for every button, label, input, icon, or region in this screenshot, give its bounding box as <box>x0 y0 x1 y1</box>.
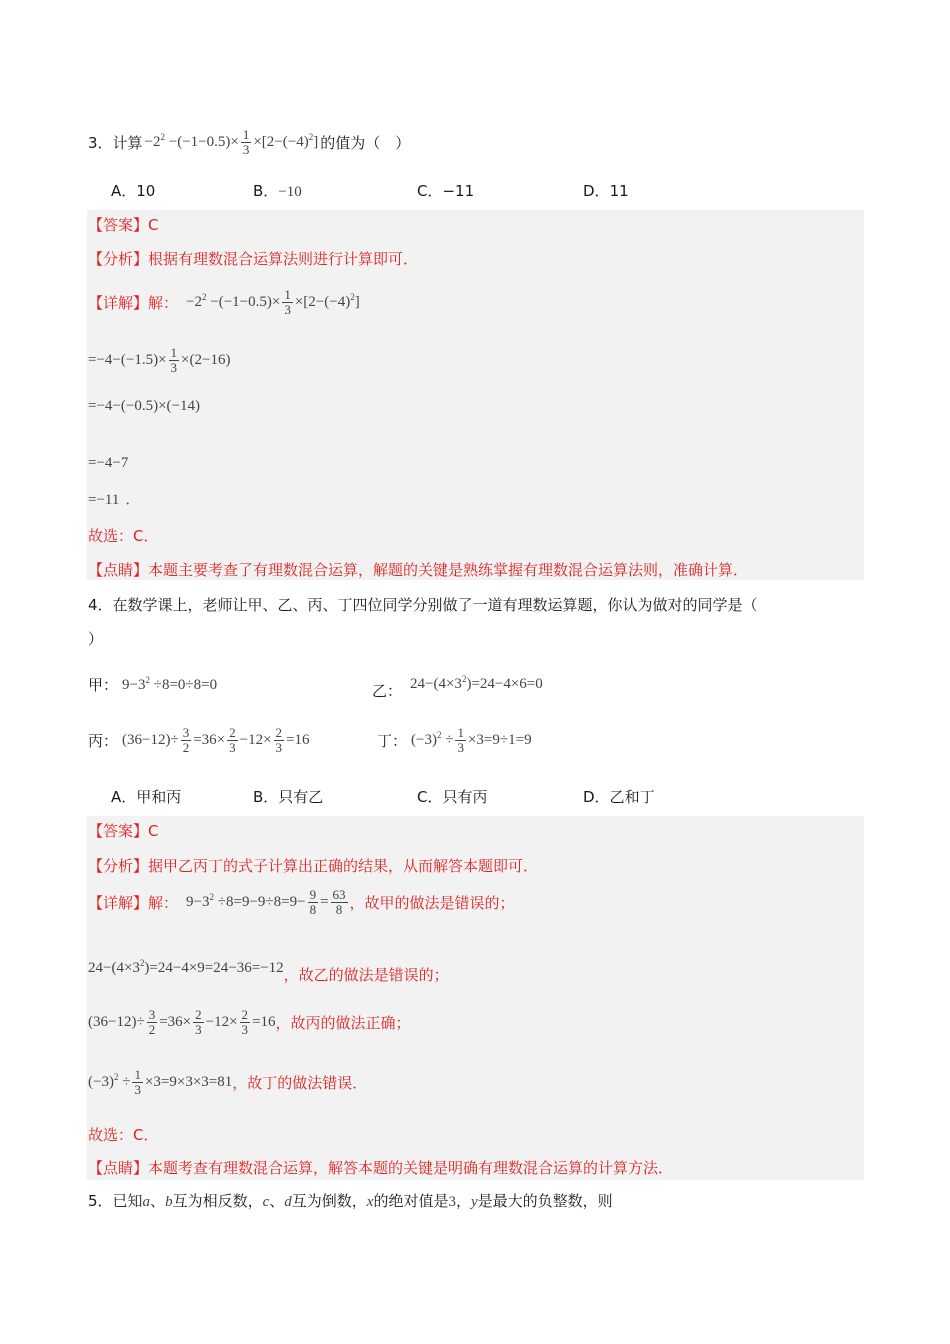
q3-analysis: 【分析】根据有理数混合运算法则进行计算即可． <box>88 250 419 268</box>
q4-detail-3: (36−12)÷ $\frac{3}{2}$ =36× $\frac{2}{3}$ −12× $\frac{2}{3}$ =16 ，故丙的做法正确； <box>88 1007 411 1037</box>
q4-bing: 丙： (36−12)÷ $\frac{3}{2}$ =36× $\frac{2}{3}$ −12× $\frac{2}{3}$ =16 <box>88 725 310 755</box>
q3-step-4: =−11 ． <box>88 490 141 508</box>
q4-comment: 【点睛】本题考查有理数混合运算，解答本题的关键是明确有理数混合运算的计算方法． <box>88 1159 674 1177</box>
q3-detail: 【详解】 解： $-2^2 -(-1-0.5)\times$ $\frac{1}{3}$ $\times[2-(-4)^2]$ <box>88 287 360 317</box>
q3-stem-suffix: 的值为（ ） <box>320 134 411 152</box>
q3-stem-prefix: 3．计算 <box>88 134 143 152</box>
q4-stem-line1: 4．在数学课上，老师让甲、乙、丙、丁四位同学分别做了一道有理数运算题，你认为做对的同学是（ <box>88 596 758 614</box>
q3-answer: 【答案】C <box>88 216 159 234</box>
q5-stem: 5．已知a、b互为相反数，c、d互为倒数，x的绝对值是3，y是最大的负整数，则 <box>88 1192 613 1210</box>
q4-stem-line2: ） <box>88 630 104 648</box>
q4-detail-2: $24-(4\times 3^2)=24-4\times 9=24-36=-12$ ，故乙的做法是错误的； <box>88 958 449 984</box>
q4-choice: 故选：C． <box>88 1126 159 1144</box>
q3-detail-expression: $-2^2 -(-1-0.5)\times$ $\frac{1}{3}$ $\times[2-(-4)^2]$ <box>186 287 360 317</box>
q4-detail-1: 【详解】 解： $9-3^2 \div 8=9-9\div 8=9-$ $\frac{9}{8}$ = $\frac{63}{8}$ ，故甲的做法是错误的； <box>88 887 515 917</box>
q3-option-c[interactable]: C．−11 <box>417 182 475 200</box>
q3-option-a[interactable]: A．10 <box>111 182 156 200</box>
q3-option-d[interactable]: D．11 <box>583 182 629 200</box>
q4-option-b[interactable]: B．只有乙 <box>253 788 324 806</box>
q3-step-2: =−4−(−0.5)×(−14) <box>88 398 200 414</box>
q4-option-c[interactable]: C．只有丙 <box>417 788 488 806</box>
q3-stem <box>88 128 410 157</box>
q4-analysis: 【分析】据甲乙丙丁的式子计算出正确的结果，从而解答本题即可． <box>88 857 539 875</box>
q4-detail-4: $(-3)^2$ ÷ $\frac{1}{3}$ ×3=9×3×3=81 ，故丁的做法错误． <box>88 1067 368 1097</box>
q4-jia: 甲： $9-3^2 \div 8=0\div 8=0$ <box>88 675 218 694</box>
q3-comment: 【点睛】本题主要考查了有理数混合运算，解题的关键是熟练掌握有理数混合运算法则，准确计算． <box>88 561 749 579</box>
q3-step-1: =−4−(−1.5)× $\frac{1}{3}$ ×(2−16) <box>88 345 231 375</box>
q3-step-3: =−4−7 <box>88 455 129 471</box>
q4-option-d[interactable]: D．乙和丁 <box>583 788 655 806</box>
q3-option-b[interactable]: B．−10 <box>253 182 302 200</box>
q4-yi: 乙： $24-(4\times 3^2)=24-4\times 6=0$ <box>372 674 543 700</box>
q4-answer: 【答案】C <box>88 822 159 840</box>
q4-ding: 丁： $(-3)^2$ ÷ $\frac{1}{3}$ ×3=9÷1=9 <box>377 725 532 755</box>
q3-expression: $-2^2 -(-1-0.5)\times$ $\frac{1}{3}$ $\times[2-(-4)^2]$ <box>144 127 319 157</box>
q4-option-a[interactable]: A．甲和丙 <box>111 788 182 806</box>
q3-choice: 故选：C． <box>88 527 159 545</box>
